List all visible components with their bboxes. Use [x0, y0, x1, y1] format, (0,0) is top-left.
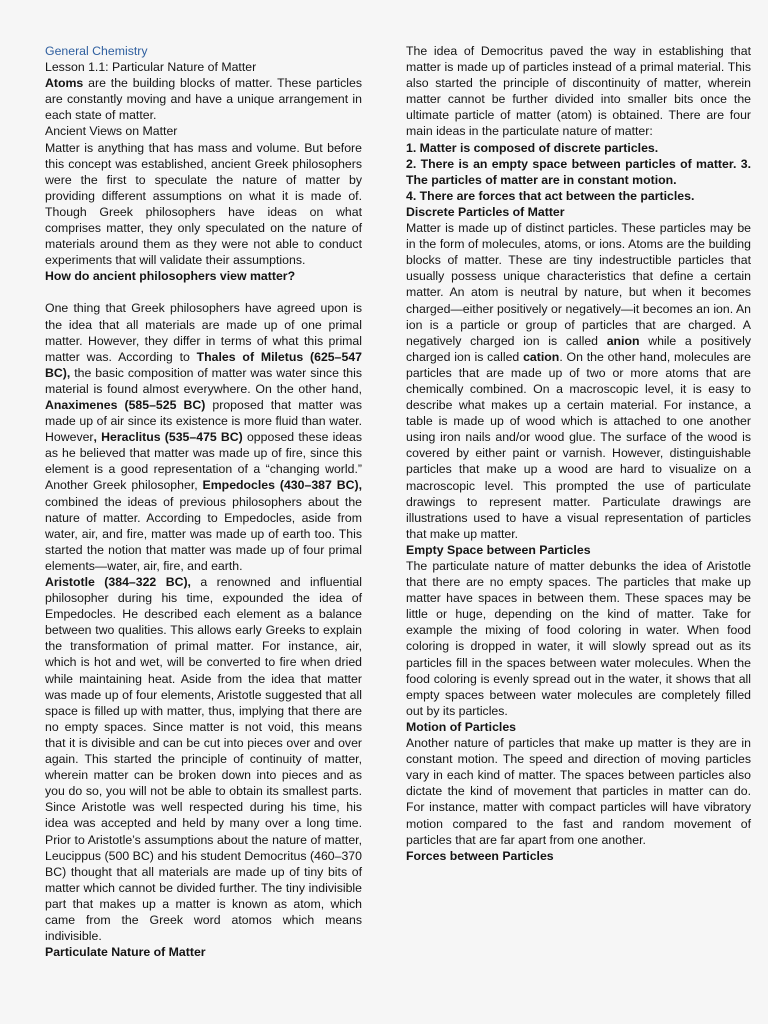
subject-title: General Chemistry — [45, 44, 148, 58]
question-heading — [45, 268, 362, 284]
paragraph-gap — [45, 284, 362, 300]
discrete-heading — [406, 204, 751, 220]
forces-heading — [406, 848, 751, 864]
atoms-term: Atoms — [45, 76, 84, 91]
discrete-text-2: while a positively charged ion is called — [406, 333, 752, 364]
heraclitus-name: , Heraclitus (535–475 BC) — [93, 430, 243, 445]
empedocles-name: Empedocles (430–387 BC), — [202, 478, 363, 493]
empty-space-paragraph: The particulate nature of matter debunks the idea of Aristotle that there are no empty spaces. The particles that make up matter have spaces in between them. These spaces may be little or huge, depending on the kind of matter. Take for example the mixing of food coloring in water. When food coloring is dropped in water, it will slowly spread out as its particles fill in the spaces between water molecules. When the food coloring is evenly spread out in the water, it shows that all empty spaces between water molecules are completely filled out by its particles. — [406, 559, 751, 718]
atoms-paragraph — [45, 75, 362, 123]
motion-heading — [406, 719, 751, 735]
discrete-text-1: Matter is made up of distinct particles. These particles may be in the form of molecules, atoms, or ions. Atoms are the building blocks of matter. These are tiny indestructible particles that usually possess unique characteristics that define a certain matter. An atom is neutral by nature, but when it becomes charged—either positively or negatively—it becomes an ion. An ion is a particle or group of particles that are charged. A negatively charged ion is called — [406, 221, 751, 348]
p2-text-4: opposed these ideas as he believed that matter was made up of fire, since this element is a good representation of a “changing world.” Another Greek philosopher, — [45, 430, 362, 493]
right-column — [406, 43, 751, 864]
idea-4: 4. There are forces that act between the particles. — [406, 188, 695, 203]
atoms-definition: are the building blocks of matter. These particles are constantly moving and have a unique arrangement in each state of matter. — [45, 76, 362, 123]
aristotle-name: Aristotle (384–322 BC), — [45, 575, 191, 589]
lesson-title: Lesson 1.1: Particular Nature of Matter — [45, 60, 257, 75]
anaximenes-name: Anaximenes (585–525 BC) — [45, 397, 206, 412]
left-column — [45, 43, 362, 960]
discrete-heading-text: Discrete Particles of Matter — [406, 204, 565, 219]
idea-1: 1. Matter is composed of discrete particles. — [406, 140, 659, 155]
cation-term: cation — [523, 349, 560, 364]
aristotle-paragraph — [45, 574, 362, 944]
p2-text-3: proposed that matter was made up of air since its existence is more fluid than water. However — [45, 397, 363, 445]
philosophers-paragraph — [45, 300, 362, 574]
thales-name: Thales of Miletus (625–547 BC), — [45, 349, 362, 380]
motion-paragraph: Another nature of particles that make up matter is they are in constant motion. The speed and direction of moving particles vary in each kind of matter. The spaces between particles also dictate the kind of movement that particles in matter can do. For instance, matter with compact particles will have vibratory motion compared to the fast and random movement of particles that are far apart from one another. — [406, 736, 751, 847]
ancient-views-heading: Ancient Views on Matter — [45, 124, 178, 139]
discrete-paragraph — [406, 220, 751, 542]
p2-text-5: combined the ideas of previous philosophers about the nature of matter. According to Empedocles, aside from water, air, and fire, matter was made up of earth too. This started the notion that matter was made up of four primal elements—water, air, fire, and earth. — [45, 494, 362, 573]
empty-space-heading-text: Empty Space between Particles — [406, 542, 591, 557]
ancient-views-paragraph: Matter is anything that has mass and volume. But before this concept was established, ancient Greek philosophers were the first to speculate the nature of matter by providing different assumptions on what it is made of. Though Greek philosophers have ideas on what comprises matter, they only speculated on the nature of materials around them as they were not able to conduct experiments that will validate their assumptions. — [45, 140, 362, 268]
idea-2-3: 2. There is an empty space between particles of matter. 3. The particles of matter are in constant motion. — [406, 156, 751, 187]
p2-text-2: the basic composition of matter was water since this material is found almost everywhere. On the other hand, — [45, 365, 362, 396]
particulate-heading — [45, 944, 362, 960]
motion-heading-text: Motion of Particles — [406, 719, 516, 734]
empty-space-heading — [406, 542, 751, 558]
democritus-paragraph: The idea of Democritus paved the way in establishing that matter is made up of particles instead of a primal material. This also started the principle of discontinuity of matter, wherein matter cannot be further divided into smaller bits once the ultimate particle of matter (atom) is obtained. There are four main ideas in the particulate nature of matter: — [406, 44, 751, 139]
p2-text-1: One thing that Greek philosophers have agreed upon is the idea that all materials are made up of one primal matter. However, they differ in terms of what this primal matter was. According to — [45, 301, 362, 364]
anion-term: anion — [606, 333, 640, 348]
forces-heading-text: Forces between Particles — [406, 848, 554, 863]
discrete-text-3: . On the other hand, molecules are particles that are made up of two or more atoms that are chemically combined. On a macroscopic level, it is easy to describe what makes up a certain material. For instance, a table is made up of wood which is attached to one another using iron nails and/or wood glue. The surface of the wood is covered by either paint or varnish. However, distinguishable particles that make up a wood are hard to visualize on a macroscopic level. This prompted the use of particulate drawings to represent matter. Particulate drawings are illustrations used to have a visual representation of particles that make up matter. — [406, 349, 751, 541]
question-heading-text: How do ancient philosophers view matter? — [45, 269, 296, 284]
particulate-heading-text: Particulate Nature of Matter — [45, 945, 206, 960]
p3-text-1: a renowned and influential philosopher during his time, expounded the idea of Empedocles. He described each element as a balance between two qualities. This allows early Greeks to explain the transformation of primal matter. For instance, air, which is hot and wet, will be converted to fire when dried while maintaining heat. Aside from the idea that matter was made up of four elements, Aristotle suggested that all space is filled up with matter, thus, implying that there are no empty spaces. Since matter is not void, this means that it is divisible and can be cut into pieces over and over again. This started the principle of continuity of matter, wherein matter can be broken down into pieces and as you do so, you will not be able to obtain its smallest parts. Since Aristotle was well respected during his time, his idea was accepted and held by many over a long time. Prior to Aristotle’s assumptions about the nature of matter, Leucippus (500 BC) and his student Democritus (460–370 BC) thought that all materials are made up of tiny bits of matter which cannot be divided further. The tiny indivisible part that makes up a matter is known as atom, which came from the Greek word atomos which means indivisible. — [45, 575, 362, 944]
